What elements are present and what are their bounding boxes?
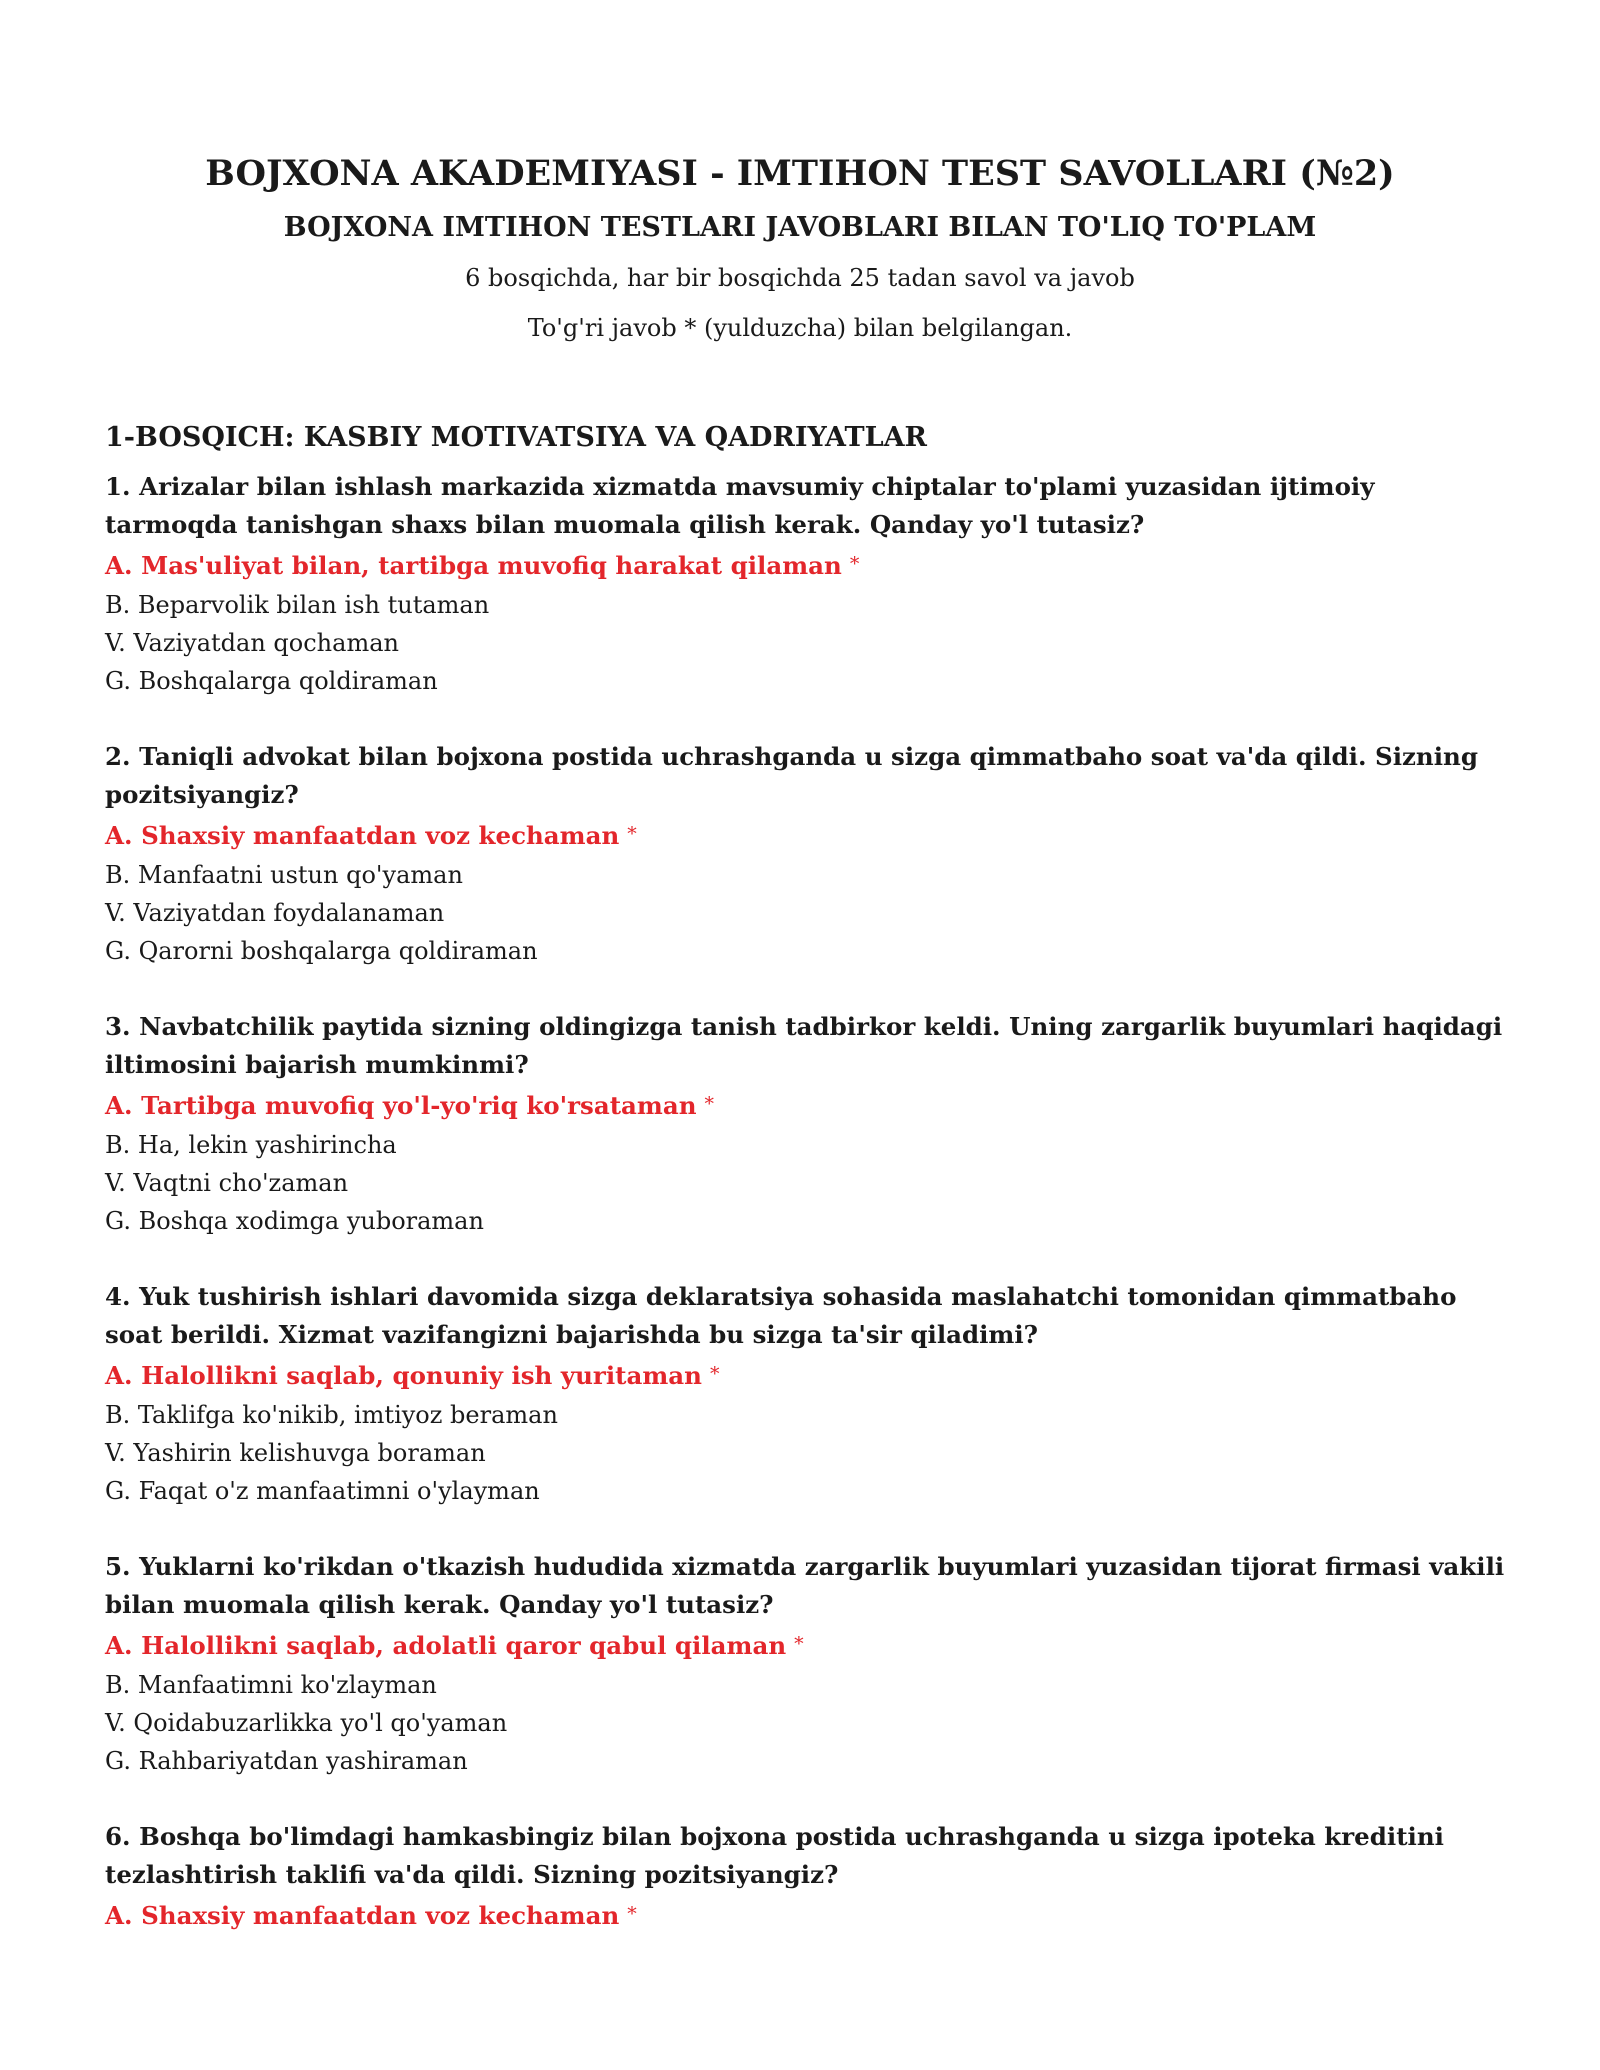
correct-star-icon: * xyxy=(794,1633,804,1655)
question-text: 2. Taniqli advokat bilan bojxona postida uchrashganda u sizga qimmatbaho soat va'da qildi. Sizning pozitsiyangiz? xyxy=(105,742,1478,809)
answer-option: B. Manfaatimni ko'zlayman xyxy=(105,1671,437,1699)
answer-option: G. Boshqalarga qoldiraman xyxy=(105,667,438,695)
document-header xyxy=(0,150,1600,346)
correct-star-icon: * xyxy=(709,1363,720,1385)
section-title: 1-BOSQICH: KASBIY MOTIVATSIYA VA QADRIYATLAR xyxy=(105,422,927,453)
answer-text: A. Mas'uliyat bilan, tartibga muvofiq harakat qilaman xyxy=(105,551,842,580)
question-6 xyxy=(105,1818,1505,1936)
correct-star-icon: * xyxy=(849,553,860,575)
correct-star-icon: * xyxy=(704,1093,715,1115)
answer-option: V. Yashirin kelishuvga boraman xyxy=(105,1439,486,1467)
correct-answer xyxy=(105,544,1505,586)
answer-option: V. Vaqtni cho'zaman xyxy=(105,1169,349,1197)
document-info: 6 bosqichda, har bir bosqichda 25 tadan savol va javob xyxy=(465,264,1135,292)
document-content xyxy=(105,418,1505,1974)
question-text: 4. Yuk tushirish ishlari davomida sizga deklaratsiya sohasida maslahatchi tomonidan qimmatbaho soat berildi. Xizmat vazifangizni bajarishda bu sizga ta'sir qiladimi? xyxy=(105,1282,1457,1349)
correct-answer xyxy=(105,814,1505,856)
answer-option: B. Beparvolik bilan ish tutaman xyxy=(105,591,490,619)
correct-answer xyxy=(105,1894,1505,1936)
correct-star-icon: * xyxy=(627,1903,637,1925)
answer-option: G. Faqat o'z manfaatimni o'ylayman xyxy=(105,1477,540,1505)
document-title: BOJXONA AKADEMIYASI - IMTIHON TEST SAVOLLARI (№2) xyxy=(205,153,1395,194)
question-text: 5. Yuklarni ko'rikdan o'tkazish hududida xizmatda zargarlik buyumlari yuzasidan tijorat firmasi vakili bilan muomala qilish kerak. Qanday yo'l tutasiz? xyxy=(105,1552,1505,1619)
answer-option: V. Vaziyatdan foydalanaman xyxy=(105,899,445,927)
correct-answer xyxy=(105,1084,1505,1126)
answer-option: G. Qarorni boshqalarga qoldiraman xyxy=(105,937,538,965)
answer-text: A. Tartibga muvofiq yo'l-yo'riq ko'rsataman xyxy=(105,1091,697,1120)
answer-option: V. Vaziyatdan qochaman xyxy=(105,629,399,657)
answer-option: B. Ha, lekin yashirincha xyxy=(105,1131,397,1159)
question-3 xyxy=(105,1008,1505,1240)
answer-text: A. Shaxsiy manfaatdan voz kechaman xyxy=(105,1901,620,1930)
answer-option: G. Rahbariyatdan yashiraman xyxy=(105,1747,468,1775)
answer-text: A. Shaxsiy manfaatdan voz kechaman xyxy=(105,821,620,850)
answer-text: A. Halollikni saqlab, adolatli qaror qabul qilaman xyxy=(105,1631,787,1660)
question-1 xyxy=(105,468,1505,700)
question-text: 3. Navbatchilik paytida sizning oldingizga tanish tadbirkor keldi. Uning zargarlik buyumlari haqidagi iltimosini bajarish mumkinmi? xyxy=(105,1012,1503,1079)
answer-option: V. Qoidabuzarlikka yo'l qo'yaman xyxy=(105,1709,508,1737)
question-5 xyxy=(105,1548,1505,1780)
question-4 xyxy=(105,1278,1505,1510)
answer-option: G. Boshqa xodimga yuboraman xyxy=(105,1207,484,1235)
document-note: To'g'ri javob * (yulduzcha) bilan belgilangan. xyxy=(527,314,1073,342)
document-subtitle: BOJXONA IMTIHON TESTLARI JAVOBLARI BILAN TO'LIQ TO'PLAM xyxy=(283,212,1317,243)
answer-option: B. Manfaatni ustun qo'yaman xyxy=(105,861,463,889)
answer-option: B. Taklifga ko'nikib, imtiyoz beraman xyxy=(105,1401,558,1429)
question-text: 6. Boshqa bo'limdagi hamkasbingiz bilan bojxona postida uchrashganda u sizga ipoteka kreditini tezlashtirish taklifi va'da qildi. Sizning pozitsiyangiz? xyxy=(105,1822,1444,1889)
correct-answer xyxy=(105,1624,1505,1666)
correct-answer xyxy=(105,1354,1505,1396)
question-2 xyxy=(105,738,1505,970)
answer-text: A. Halollikni saqlab, qonuniy ish yuritaman xyxy=(105,1361,702,1390)
correct-star-icon: * xyxy=(627,823,637,845)
question-text: 1. Arizalar bilan ishlash markazida xizmatda mavsumiy chiptalar to'plami yuzasidan ijtimoiy tarmoqda tanishgan shaxs bilan muomala qilish kerak. Qanday yo'l tutasiz? xyxy=(105,472,1375,539)
